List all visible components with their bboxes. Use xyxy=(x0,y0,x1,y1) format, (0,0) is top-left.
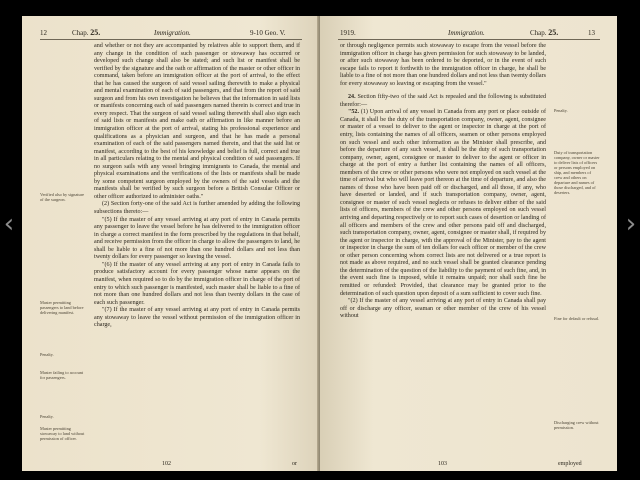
margin-note: Master permitting passengers to land before delivering manifest. xyxy=(40,300,84,315)
left-paragraph: (2) Section forty-one of the said Act is further amended by adding the following subsections thereto:— xyxy=(94,201,300,216)
right-page-number: 13 xyxy=(588,29,595,37)
left-page xyxy=(22,16,319,471)
left-page-number: 12 xyxy=(40,29,47,37)
left-chapter-label xyxy=(72,29,100,37)
book-spread xyxy=(22,16,617,471)
right-paragraph: or through negligence permits such stowaway to escape from the vessel before the immigration officer in charge has given permission for such stowaway to be landed, or after such stowaway has been ordered to be deported, or in the event of such escape fails to report it forthwith to the immigration officer in charge, he shall be liable to a fine of not more than one hundred dollars and not less than twenty dollars for every stowaway so leaving or escaping from the vessel." xyxy=(340,43,546,87)
section-heading xyxy=(340,94,546,109)
left-running-title: Immigration. xyxy=(154,29,191,37)
subsection xyxy=(340,109,546,298)
left-chapter-word: Chap. xyxy=(72,29,89,37)
right-running-title: Immigration. xyxy=(448,29,485,37)
previous-page-icon[interactable]: ‹ xyxy=(3,209,15,239)
right-chapter-word: Chap. xyxy=(530,29,547,37)
margin-note: Master permitting stowaway to land without permission of officer. xyxy=(40,426,85,441)
margin-note: Fine for default or refusal. xyxy=(554,316,600,321)
left-header-rule xyxy=(40,39,302,40)
left-regnal-year: 9-10 Geo. V. xyxy=(250,29,286,37)
subsection-number: "52. xyxy=(348,109,360,116)
section-number: 24. xyxy=(348,94,356,101)
subsection-text: (1) Upon arrival of any vessel in Canada from any port or place outside of Canada, it shall be the duty of the transportation company, owner, agent, consignee or master of a vessel to deliver to the agent or inspector in charge at the port of entry, lists containing the names of all officers, seamen or other persons employed on such vessel and such other information as the Minister shall prescribe, and before the departure of any such vessel, it shall be the duty of such transportation company, owner, agent, consignee or master to deliver to the agent or officer in charge at the port of entry a further list containing the names of all officers, members of the crew or other persons who were not employed on such vessel at the time of arrival but who will leave port thereon at the time of departure, and also the names of those who have been paid off or discharged, and all those, if any, who have deserted or landed, and if such transportation company, owner, agent, consignee or master of such vessel neglects or refuses to deliver either of the said lists of officers, members of the crew and other persons employed on such vessel arriving and departing respectively or to report such cases of desertion or landing of all officers and members of the crew and other persons paid off and discharged, such transportation company, owner, agent, consignee or master shall, if required by the agent or inspector in charge, with the approval of the Minister, pay to the agent or inspector in charge the sum of ten dollars for each officer or member of the crew or other person concerning whom correct lists are not delivered or a true report is not made as above required, and no such vessel shall be granted clearance pending the determination of the question of the liability to the payment of such fine, and, in the event such fine is imposed, while it remains unpaid; nor shall such fine be remitted or refunded: Provided, that clearance may be granted prior to the determination of such question upon deposit of a sum sufficient to cover such fine. xyxy=(340,109,546,297)
margin-note: Penalty. xyxy=(40,352,54,357)
right-body-text xyxy=(340,43,546,321)
left-paragraph: "(5) If the master of any vessel arriving at any port of entry in Canada permits any passenger to leave the vessel before he has delivered to the immigration officer in charge a correct manifest in the form prescribed by the regulations in that behalf, and receive permission from the officer in charge to allow the passengers to land, he shall be liable to a fine of not more than one hundred dollars and not less than twenty dollars for every passenger so leaving the vessel. xyxy=(94,216,300,261)
margin-note: Penalty. xyxy=(40,414,54,419)
left-paragraph: "(6) If the master of any vessel arriving at any port of entry in Canada fails to produce satisfactory account for every passenger whose name appears on the manifest, when required so to do by the immigration officer in charge of the port of entry to which such passenger is manifested, such master shall be liable to a fine of not more than one hundred dollars and not less than twenty dollars in the case of each such passenger. xyxy=(94,261,300,306)
right-chapter-label xyxy=(530,29,558,37)
right-catchword: employed xyxy=(558,461,582,467)
right-year: 1919. xyxy=(340,29,356,37)
right-folio: 103 xyxy=(438,461,447,467)
margin-note: Duty of transportation company, owner or master to deliver lists of officers or persons employed on ship, and members of crew and others on departure and names of those discharged, and of deserters. xyxy=(554,150,600,195)
left-chapter-number: 25. xyxy=(90,28,101,37)
right-header-rule xyxy=(338,39,600,40)
left-folio: 102 xyxy=(162,461,171,467)
margin-note: Penalty. xyxy=(554,108,568,113)
left-paragraph: and whether or not they are accompanied by relatives able to support them, and if any change in the condition of such passenger or stowaway has occurred or developed such change shall also be stated; and such list or manifest shall be verified by the signature and the oath or affirmation of the master or other officer in command, taken before an immigration officer at the port of arrival, to the effect that he has caused the surgeon of said vessel sailing therewith to make a physical and mental examination of each of said passengers, and that from the report of said surgeon and from his own investigation he believes that the information in said lists or manifests concerning each of said passengers named therein is correct and true in every respect. That the surgeon of said vessel sailing therewith shall also sign each of said lists or manifests and make oath or affirmation in like manner before an immigration officer at the port of arrival, stating his professional experience and qualifications as a physician and surgeon, and that he has made a personal examination of each of the said passengers named therein, and that the said list or manifest, according to the best of his knowledge and belief is full, correct and true in all particulars relating to the mental and physical condition of said passengers. If no surgeon sails with any vessel bringing immigrants to Canada, the mental and physical examinations and the verifications of the lists or manifests shall be made by some competent surgeon employed by the owners of the said vessels and the manifests shall be verified by such surgeon before a British Consular Officer or other officer authorized to administer oaths." xyxy=(94,43,300,200)
left-catchword: or xyxy=(292,461,297,467)
left-body-text xyxy=(94,43,300,330)
margin-note: Verified also by signature of the surgeon. xyxy=(40,192,85,202)
margin-note: Discharging crew without permission. xyxy=(554,420,599,430)
section-text: Section fifty-two of the said Act is repealed and the following is substituted therefor:— xyxy=(340,94,546,108)
next-page-icon[interactable]: › xyxy=(625,209,637,239)
right-page xyxy=(320,16,617,471)
left-paragraph: "(7) If the master of any vessel arriving at any port of entry in Canada permits any stowaway to leave the vessel without permission of the immigration officer in charge, xyxy=(94,307,300,329)
right-chapter-number: 25. xyxy=(548,28,559,37)
margin-note: Master failing to account for passengers. xyxy=(40,370,84,380)
right-paragraph: "(2) If the master of any vessel arriving at any port of entry in Canada shall pay off or discharge any officer, seaman or other member of the crew of his vessel without xyxy=(340,298,546,320)
